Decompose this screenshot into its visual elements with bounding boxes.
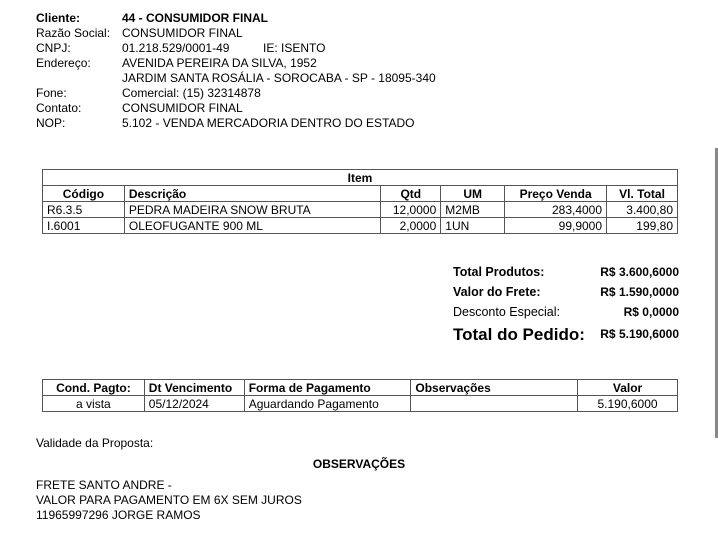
cell-descricao: OLEOFUGANTE 900 ML [124,218,380,234]
observacoes-text [36,478,302,523]
payment-header-row [43,380,678,396]
col-forma-pagamento: Forma de Pagamento [244,380,411,396]
observacoes-title: OBSERVAÇÕES [312,457,406,471]
items-table [42,169,678,234]
fone-row [36,86,536,101]
cnpj-row [36,41,536,56]
total-produtos-label: Total Produtos: [453,265,545,279]
cell-um: 1UN [441,218,505,234]
observacao-line: FRETE SANTO ANDRE - [36,478,172,492]
col-um: UM [441,186,505,202]
cell-qtd: 2,0000 [381,218,441,234]
table-row [43,202,678,218]
total-pedido-value: R$ 5.190,6000 [600,327,679,341]
table-row [43,218,678,234]
endereco-row-2 [36,71,536,86]
nop-label: NOP: [36,116,66,130]
razao-label: Razão Social: [36,26,111,40]
cell-codigo: R6.3.5 [43,202,125,218]
cell-forma-pagamento: Aguardando Pagamento [244,396,411,412]
total-produtos-value: R$ 3.600,6000 [600,265,679,279]
cell-codigo: I.6001 [43,218,125,234]
observacao-line: 11965997296 JORGE RAMOS [36,508,201,522]
cell-vl-total: 3.400,80 [607,202,678,218]
valor-frete-label: Valor do Frete: [453,285,541,299]
col-descricao: Descrição [124,186,380,202]
items-header-row [43,186,678,202]
validade-label: Validade da Proposta: [36,436,154,450]
endereco-row [36,56,536,71]
col-codigo: Código [43,186,125,202]
items-title: Item [43,170,678,186]
contato-row [36,101,536,116]
cell-preco-venda: 99,9000 [505,218,607,234]
desconto-value: R$ 0,0000 [623,305,679,319]
contato-label: Contato: [36,101,82,115]
col-cond-pagto: Cond. Pagto: [43,380,145,396]
cnpj-value: 01.218.529/0001-49 [122,41,230,55]
cell-preco-venda: 283,4000 [505,202,607,218]
total-pedido-row [453,325,679,351]
nop-row [36,116,536,131]
ie-value: IE: ISENTO [263,41,326,55]
totals-block [453,265,679,351]
col-vl-total: Vl. Total [607,186,678,202]
col-qtd: Qtd [381,186,441,202]
payment-table [42,379,678,412]
desconto-label: Desconto Especial: [453,305,561,319]
col-observacoes: Observações [411,380,578,396]
nop-value: 5.102 - VENDA MERCADORIA DENTRO DO ESTADO [122,116,415,130]
cell-observacoes [411,396,578,412]
cell-dt-vencimento: 05/12/2024 [144,396,244,412]
desconto-row [453,305,679,325]
cell-descricao: PEDRA MADEIRA SNOW BRUTA [124,202,380,218]
cnpj-label: CNPJ: [36,41,71,55]
fone-label: Fone: [36,86,67,100]
col-valor: Valor [578,380,678,396]
total-pedido-label: Total do Pedido: [453,325,585,344]
total-produtos-row [453,265,679,285]
contato-value: CONSUMIDOR FINAL [122,101,243,115]
observacao-line: VALOR PARA PAGAMENTO EM 6X SEM JUROS [36,493,302,507]
cell-um: M2MB [441,202,505,218]
cliente-value: 44 - CONSUMIDOR FINAL [122,11,269,25]
cell-vl-total: 199,80 [607,218,678,234]
valor-frete-row [453,285,679,305]
valor-frete-value: R$ 1.590,0000 [600,285,679,299]
razao-value: CONSUMIDOR FINAL [122,26,243,40]
endereco-line1: AVENIDA PEREIRA DA SILVA, 1952 [122,56,317,70]
table-row [43,396,678,412]
razao-row [36,26,536,41]
cliente-row [36,11,536,26]
fone-value: Comercial: (15) 32314878 [122,86,261,100]
cliente-label: Cliente: [36,11,81,25]
cell-valor: 5.190,6000 [578,396,678,412]
col-dt-vencimento: Dt Vencimento [144,380,244,396]
endereco-label: Endereço: [36,56,91,70]
endereco-line2: JARDIM SANTA ROSÁLIA - SOROCABA - SP - 18095-340 [122,71,436,85]
cell-cond-pagto: a vista [43,396,145,412]
cell-qtd: 12,0000 [381,202,441,218]
col-preco-venda: Preço Venda [505,186,607,202]
client-header [36,11,536,131]
